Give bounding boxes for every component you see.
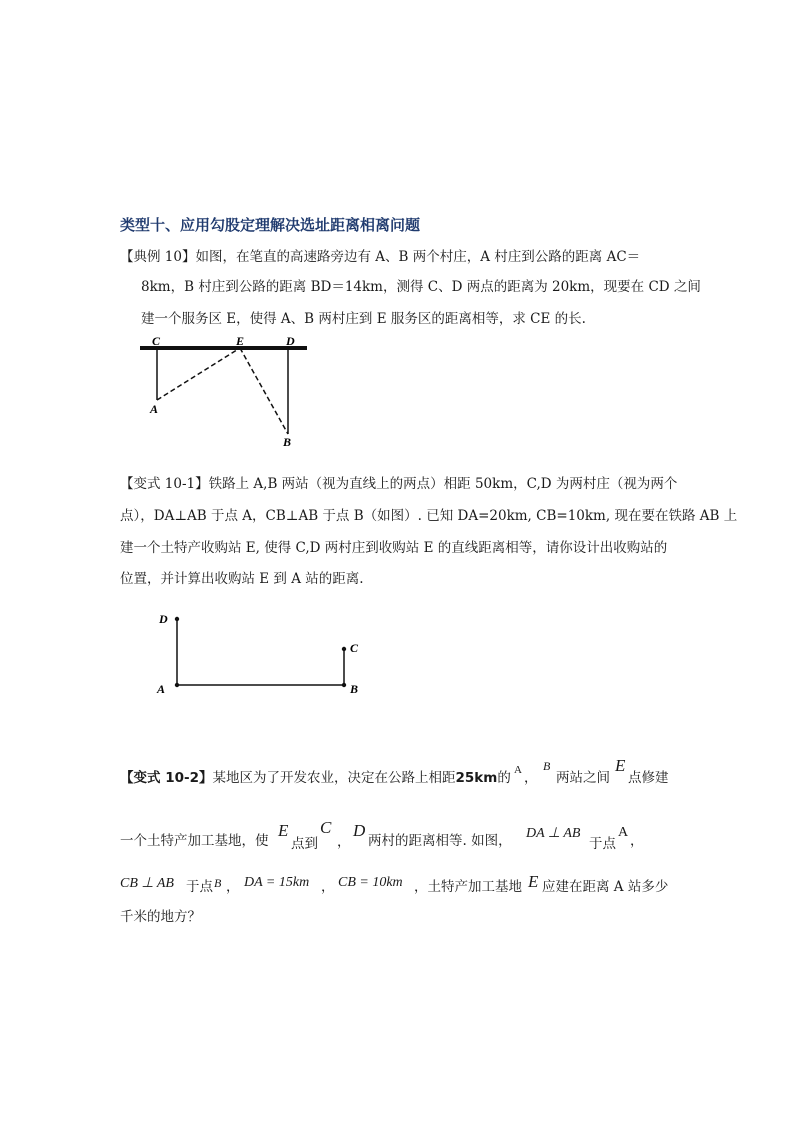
variant1-text-1: 铁路上 A,B 两站（视为直线上的两点）相距 50km，C,D 为两村庄（视为两个 [208,476,678,492]
example-line-1 [120,247,640,267]
v2-l3sep2: ， [321,879,335,895]
point-b [342,683,346,687]
example-text-1: 如图，在笔直的高速路旁边有 A、B 两个村庄，A 村庄到公路的距离 AC＝ [195,249,641,265]
v2-l2b: 点到 [291,836,318,852]
v2-l3-math3: CB = 10km [338,875,403,890]
v2-l2d: 于点 [589,836,616,852]
variant1-line-4: 位置，并计算出收购站 E 到 A 站的距离. [120,571,364,587]
label-d: D [286,334,295,348]
label-c: C [152,334,161,348]
v2-l2-a: A [618,825,629,840]
variant1-line-3: 建一个土特产收购站 E, 使得 C,D 两村庄到收购站 E 的直线距离相等，请你设计出收购站的 [120,540,668,556]
example-label: 【典例 10】 [120,249,196,265]
v2-point-b: B [543,759,551,773]
label-a: A [150,402,159,416]
v2-l2c: 两村的距离相等. 如图， [368,833,512,849]
v2-l2-c: C [320,818,332,837]
v2-l2sep: ， [337,834,351,850]
point-d [175,617,179,621]
variant1-label: 【变式 10-1】 [120,476,209,492]
v2-l3-e: E [528,872,539,891]
v2-l1d: 两站之间 [556,770,610,786]
label-d: D [159,612,168,626]
figure-1 [130,330,320,450]
variant1-line-2: 点），DA⊥AB 于点 A，CB⊥AB 于点 B（如图）. 已知 DA=20km, CB=10km, 现在要在铁路 AB 上 [120,508,738,524]
label-b: B [350,682,359,696]
v2-l2end: ， [630,833,644,849]
v2-l3sep: ， [226,879,240,895]
v2-l3-math1: CB ⊥ AB [120,876,174,891]
v2-l1a: 某地区为了开发农业，决定在公路上相距 [212,770,456,786]
point-c [342,647,346,651]
example-line-3: 建一个服务区 E，使得 A、B 两村庄到 E 服务区的距离相等，求 CE 的长. [141,311,586,327]
label-c: C [350,641,359,655]
variant2-label: 【变式 10-2】 [120,770,213,786]
v2-l3a: 于点 [186,879,213,895]
v2-l1c: 的 [497,770,511,786]
v2-l4: 千米的地方？ [120,909,201,925]
v2-l1b: 25km [455,770,498,786]
label-b: B [283,435,292,449]
v2-l2-math: DA ⊥ AB [526,826,581,841]
figure-2 [150,605,370,705]
v2-l2a: 一个土特产加工基地，使 [120,833,269,849]
segment-ae [157,348,240,400]
segment-eb [240,348,288,434]
variant2-line-1 [120,768,511,788]
example-line-2: 8km，B 村庄到公路的距离 BD＝14km，测得 C、D 两点的距离为 20km，现要在 CD 之间 [141,279,701,295]
point-a [175,683,179,687]
v2-point-a: A [514,764,522,776]
label-e: E [236,334,245,348]
v2-l3-math2: DA = 15km [244,875,310,890]
v2-l3-b: B [214,876,222,890]
v2-l2-e: E [278,821,289,840]
label-a: A [157,682,166,696]
v2-point-e: E [615,756,626,775]
v2-l3b: ，土特产加工基地 [414,879,522,895]
v2-l2-d: D [353,821,366,840]
v2-sep-1: ， [524,770,538,786]
variant1-line-1 [120,474,677,494]
section-title: 类型十、应用勾股定理解决选址距离相离问题 [120,216,421,234]
v2-l3c: 应建在距离 A 站多少 [542,879,669,895]
v2-l1e: 点修建 [628,770,669,786]
